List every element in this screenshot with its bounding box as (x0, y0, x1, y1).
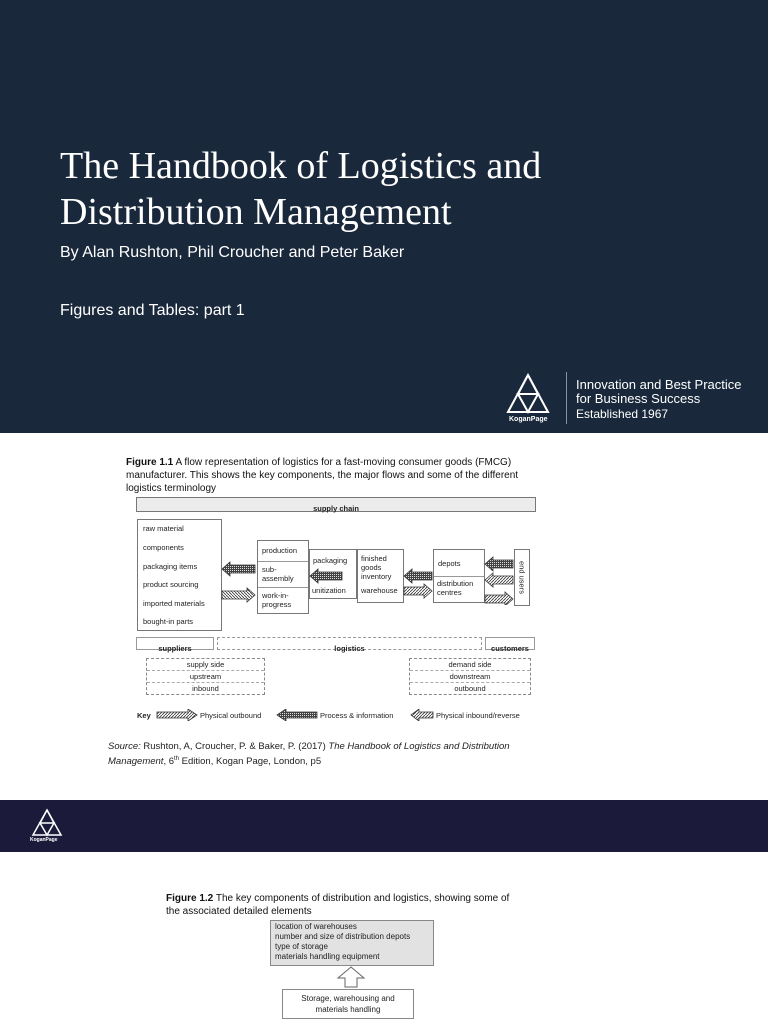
supplier-item: product sourcing (143, 580, 199, 589)
figure-1-2-caption: Figure 1.2 The key components of distribution and logistics, showing some of the associated detailed elements (166, 893, 510, 917)
slide-header-band (0, 800, 768, 852)
detail-item: location of warehouses (275, 922, 357, 931)
supplier-item: raw material (143, 524, 184, 533)
supplier-item: bought-in parts (143, 617, 194, 626)
supply-terms-box: supply side upstream inbound (146, 658, 265, 695)
production-box: production sub- assembly work-in- progress (257, 540, 309, 614)
inbound-key-arrow-icon (410, 709, 434, 721)
demand-terms-box: demand side downstream outbound (409, 658, 531, 695)
process-arrow (310, 569, 342, 583)
detail-item: materials handling equipment (275, 952, 380, 961)
kogan-page-logo-icon (31, 808, 63, 838)
key-inbound-label: Physical inbound/reverse (436, 711, 520, 720)
detail-item: number and size of distribution depots (275, 932, 411, 941)
logo-divider (566, 372, 567, 424)
outbound-arrow (485, 592, 513, 605)
figure-1-1-caption: Figure 1.1 A flow representation of logistics for a fast-moving consumer goods (FMCG) manufacturer. This shows the key components, the major flows and some of the different logistics terminology (126, 457, 519, 494)
process-key-arrow-icon (276, 709, 318, 721)
process-arrow (404, 569, 432, 583)
inbound-arrow (485, 573, 513, 587)
section-subtitle: Figures and Tables: part 1 (60, 302, 245, 319)
book-authors: By Alan Rushton, Phil Croucher and Peter Baker (60, 244, 405, 261)
supplier-item: components (143, 543, 184, 552)
depots-box: depots distribution centres (433, 549, 485, 603)
outbound-arrow (404, 584, 432, 598)
key-process-label: Process & information (320, 711, 394, 720)
process-arrow (485, 557, 513, 571)
packaging-box: packaging unitization (309, 549, 357, 599)
logo-wordmark: KoganPage (509, 416, 548, 423)
kogan-page-logo-icon (505, 372, 551, 416)
end-users-box: end users (514, 549, 530, 606)
detail-elements-box (270, 920, 434, 966)
key-label: Key (137, 711, 151, 720)
logistics-band: logistics (217, 637, 482, 650)
cover-hero (0, 0, 768, 433)
flow-arrows (218, 550, 518, 605)
suppliers-band: suppliers (136, 637, 214, 650)
up-arrow-icon (336, 966, 366, 988)
detail-item: type of storage (275, 942, 328, 951)
logo-wordmark: KoganPage (30, 837, 58, 843)
supplier-item: packaging items (143, 562, 198, 571)
key-outbound-label: Physical outbound (200, 711, 262, 720)
figure-source-citation: Source: Rushton, A, Croucher, P. & Baker, P. (2017) The Handbook of Logistics and Distribution Management, 6th Edition, Kogan Page, London, p5 (108, 741, 510, 768)
supplier-item: imported materials (143, 599, 205, 608)
supplier-items-box (137, 519, 222, 631)
storage-component-box: Storage, warehousing and materials handling (282, 989, 414, 1019)
outbound-key-arrow-icon (156, 709, 198, 721)
finished-goods-box: finished goods inventory warehouse (357, 549, 404, 603)
book-title: The Handbook of Logistics and Distribution Management (60, 145, 542, 233)
supply-chain-bar: supply chain (136, 497, 536, 512)
process-arrow (222, 562, 255, 576)
tagline-established: Established 1967 (576, 407, 669, 421)
tagline-line-2: for Business Success (576, 391, 701, 406)
customers-band: customers (485, 637, 535, 650)
outbound-arrow (222, 588, 255, 602)
tagline-line-1: Innovation and Best Practice (576, 377, 742, 392)
